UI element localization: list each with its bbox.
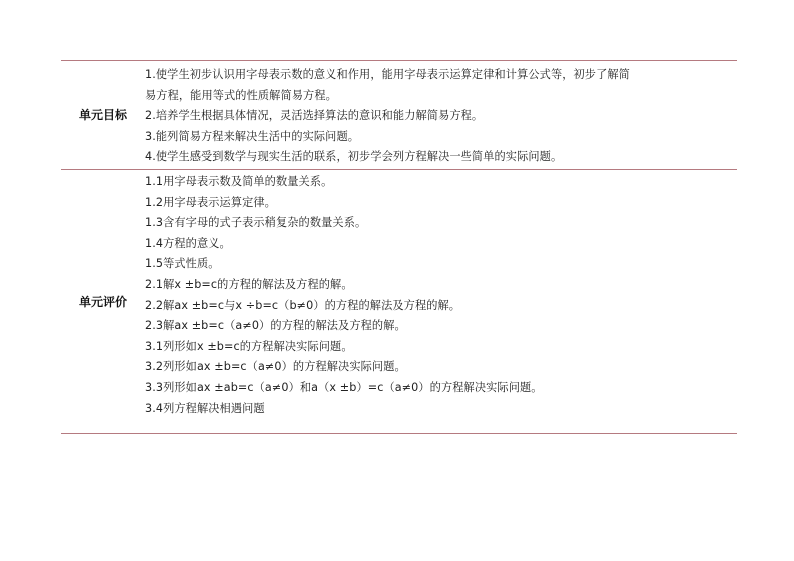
- evaluation-line: 1.3含有字母的式子表示稍复杂的数量关系。: [145, 216, 367, 230]
- goal-line: 3.能列简易方程来解决生活中的实际问题。: [145, 129, 360, 143]
- evaluation-line: 1.1用字母表示数及简单的数量关系。: [145, 174, 333, 188]
- bottom-rule: [61, 433, 737, 434]
- evaluation-line: 2.1解x ±b=c的方程的解法及方程的解。: [145, 277, 353, 291]
- goal-line: 2.培养学生根据具体情况，灵活选择算法的意识和能力解简易方程。: [145, 109, 484, 123]
- unit-evaluation-row: [61, 170, 737, 433]
- evaluation-line: 3.3列形如ax ±ab=c（a≠0）和a（x ±b）=c（a≠0）的方程解决实际问题。: [145, 380, 543, 394]
- evaluation-line: 1.2用字母表示运算定律。: [145, 195, 276, 209]
- goal-line: 易方程，能用等式的性质解简易方程。: [145, 88, 337, 102]
- evaluation-line: 2.3解ax ±b=c（a≠0）的方程的解法及方程的解。: [145, 319, 406, 333]
- evaluation-line: 3.1列形如x ±b=c的方程解决实际问题。: [145, 339, 353, 353]
- evaluation-line: 3.2列形如ax ±b=c（a≠0）的方程解决实际问题。: [145, 360, 406, 374]
- goal-line: 4.使学生感受到数学与现实生活的联系，初步学会列方程解决一些简单的实际问题。: [145, 150, 563, 164]
- unit-plan-table: [61, 60, 737, 434]
- unit-evaluation-content: [145, 170, 737, 433]
- unit-goals-row: [61, 61, 737, 169]
- evaluation-line: 2.2解ax ±b=c与x ÷b=c（b≠0）的方程的解法及方程的解。: [145, 298, 461, 312]
- unit-evaluation-label: 单元评价: [78, 295, 127, 310]
- unit-goals-label: 单元目标: [78, 108, 127, 123]
- goal-line: 1.使学生初步认识用字母表示数的意义和作用，能用字母表示运算定律和计算公式等，初步了解简: [145, 68, 630, 81]
- unit-goals-content: [145, 61, 737, 169]
- evaluation-line: 1.4方程的意义。: [145, 236, 231, 250]
- evaluation-line: 1.5等式性质。: [145, 257, 220, 271]
- evaluation-line: 3.4列方程解决相遇问题: [145, 401, 265, 415]
